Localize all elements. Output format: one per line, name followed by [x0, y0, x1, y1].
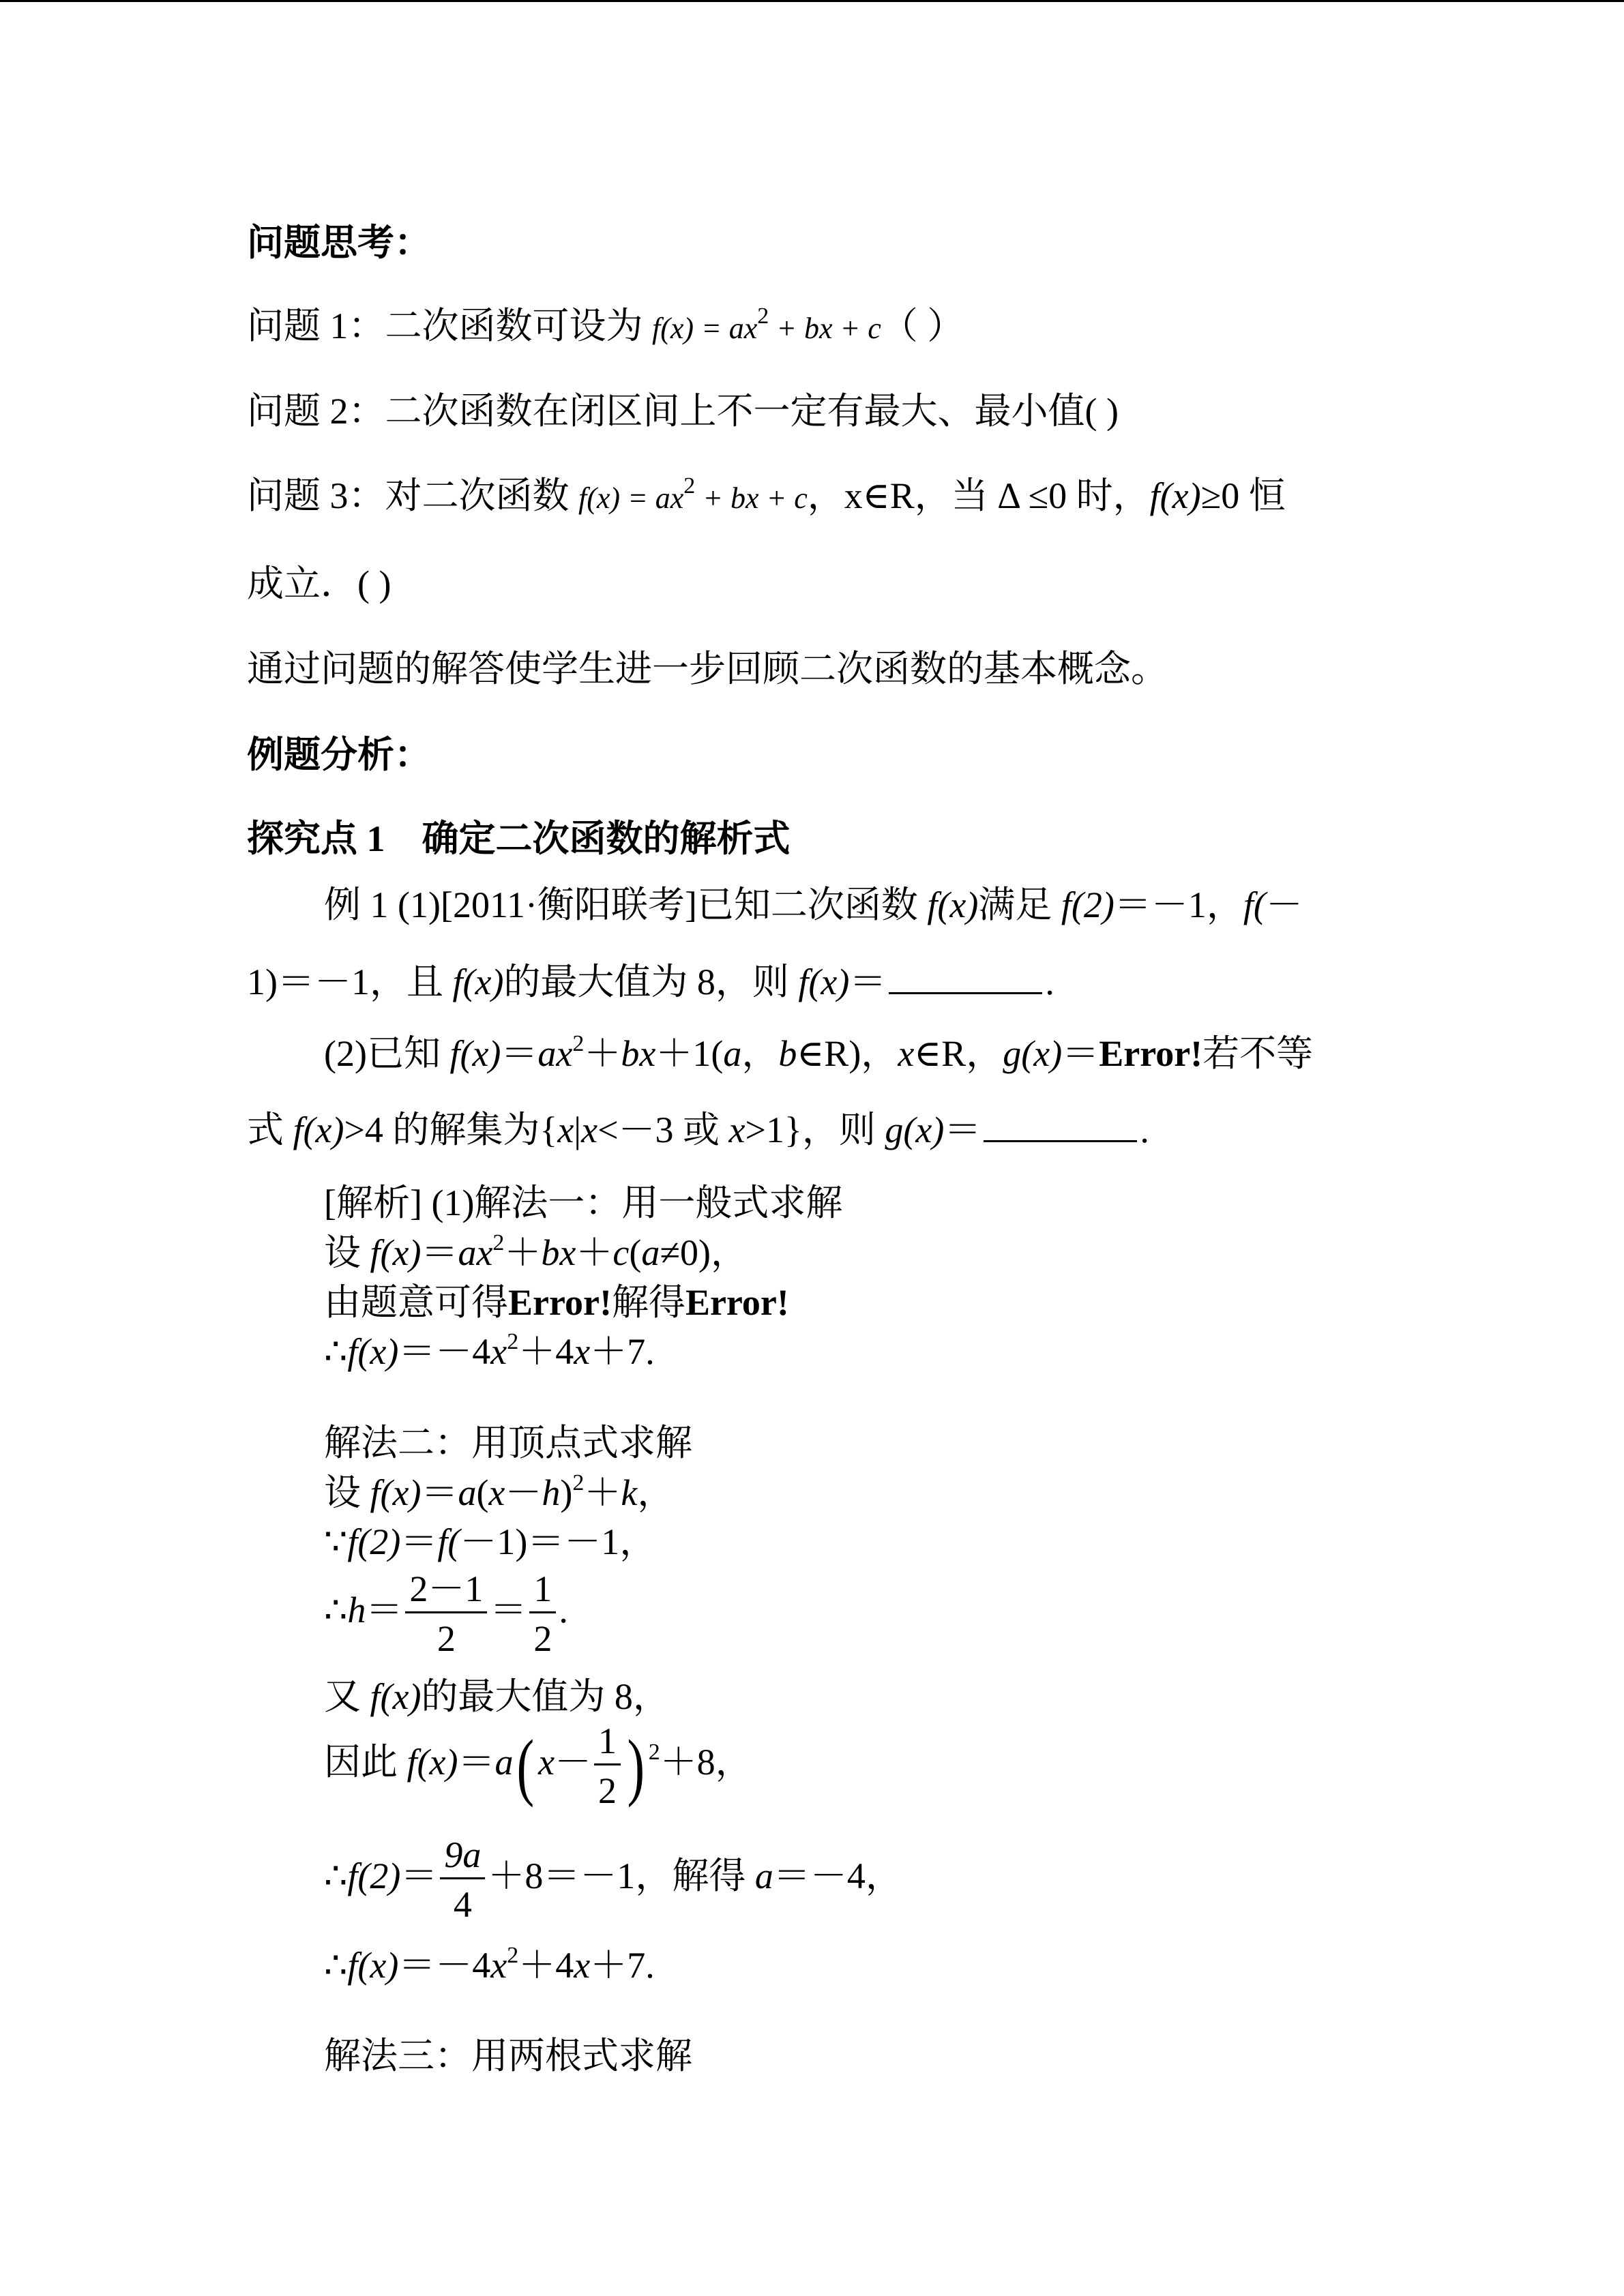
solution-line-2: 设 $f(x)=ax^2+bx+c(a\ne 0)$，	[324, 1230, 748, 1273]
method-2-line-2: ∵f(2)＝f(－1)＝－1，	[324, 1521, 657, 1562]
questions-summary: 通过问题的解答使学生进一步回顾二次函数的基本概念。	[247, 648, 1168, 689]
method-2-line-1: 设 $f(x)=a(x-h)^2+k$，	[324, 1470, 675, 1513]
answer-blank-1	[889, 965, 1042, 994]
fraction-half: $\frac{1}{2}$	[529, 1570, 556, 1657]
fraction-9a-4: $\frac{9a}{4}$	[440, 1836, 485, 1923]
right-paren: )	[627, 1724, 645, 1808]
question-1: 问题 1：二次函数可设为 $f(x) = ax^2$ + bx + c（ ）	[247, 303, 964, 346]
questions-heading: 问题思考：	[247, 222, 431, 263]
question-3-line-2: 成立．( )	[247, 563, 392, 604]
example-1-line-4: 式 f(x)>4 的解集为{x|x<－3 或 x>1}，则 g(x)＝ .	[247, 1109, 1149, 1150]
method-2-solve-a: ∴f(2)＝ $\frac{9a}{4}$ ＋8＝－1，解得 a＝－4，	[324, 1834, 902, 1925]
example-1-line-1: 例 1 (1)[2011·衡阳联考]已知二次函数 f(x)满足 f(2)＝－1，f(－	[324, 884, 1303, 925]
method-2-heading: 解法二：用顶点式求解	[324, 1422, 692, 1463]
solution-line-1: [解析] (1)解法一：用一般式求解	[324, 1182, 843, 1223]
fraction-h: $\frac{2-1}{2}$	[405, 1570, 487, 1657]
examples-heading: 例题分析：	[247, 734, 431, 775]
question-2: 问题 2：二次函数在闭区间上不一定有最大、最小值( )	[247, 391, 1119, 432]
method-2-line-max: 又 f(x)的最大值为 8，	[324, 1676, 670, 1717]
fraction-vertex: $\frac{1}{2}$	[594, 1723, 621, 1809]
solution-line-4: $\therefore f(x)=-4x^2+4x+7$.	[324, 1329, 655, 1372]
method-2-result: $\therefore f(x)=-4x^2+4x+7$.	[324, 1943, 655, 1986]
answer-blank-2	[984, 1113, 1137, 1142]
example-1-line-2: 1)＝－1，且 f(x)的最大值为 8，则 f(x)＝ .	[247, 961, 1054, 1002]
example-1-line-3: (2)已知 $f(x)=ax^2+bx+1(a$，b∈R)，x∈R，g(x)＝Error!若不等	[324, 1031, 1314, 1074]
method-3-heading: 解法三：用两根式求解	[324, 2036, 692, 2076]
method-2-h-line: ∴h＝ $\frac{2-1}{2}$ ＝ $\frac{1}{2}$ .	[324, 1568, 568, 1659]
solution-line-3: 由题意可得Error!解得Error!	[324, 1282, 789, 1323]
question-3: 问题 3：对二次函数 $f(x) = ax^2$ + bx + c，x∈R，当 Δ ≤0 时，f(x)≥0 恒	[247, 473, 1286, 516]
method-2-vertex-form: 因此 f(x)＝a( x－ $\frac{1}{2}$ ) $^2$＋8，	[324, 1720, 752, 1811]
point-1-title: 探究点 1 确定二次函数的解析式	[247, 818, 791, 859]
left-paren: (	[516, 1724, 535, 1808]
